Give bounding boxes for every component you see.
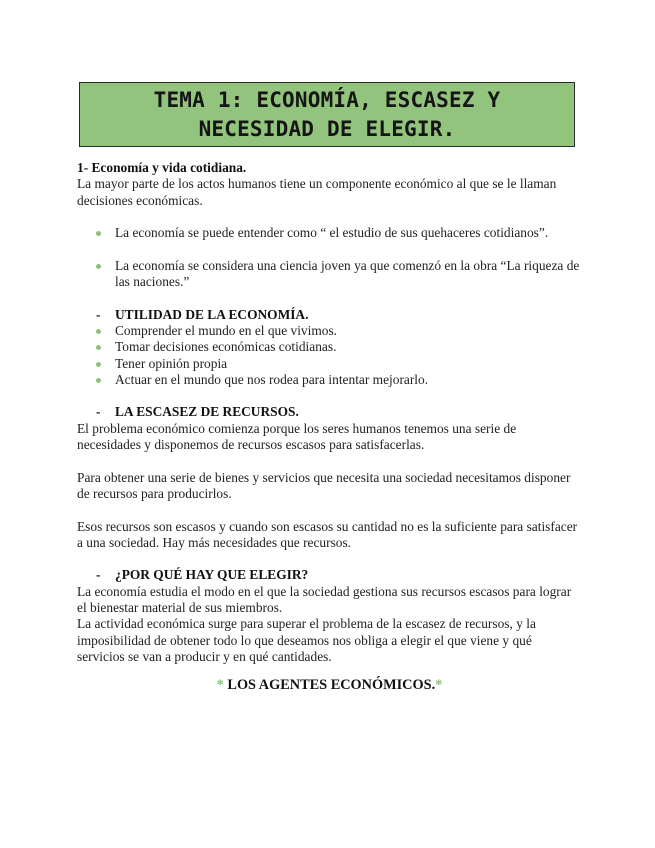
spacer	[77, 290, 582, 306]
bullet-dot-icon	[96, 378, 101, 383]
list-item	[77, 258, 582, 291]
section-heading-text: UTILIDAD DE LA ECONOMÍA.	[115, 306, 309, 322]
spacer	[77, 209, 582, 225]
dash-marker: -	[96, 567, 101, 583]
list-item-text: La economía se puede entender como “ el estudio de sus quehaceres cotidianos”.	[115, 225, 549, 241]
list-item	[77, 225, 582, 241]
bullet-dot-icon	[96, 362, 101, 367]
star-icon: *	[216, 677, 224, 694]
paragraph: Para obtener una serie de bienes y servicios que necesita una sociedad necesitamos disponer de recursos para producirlos.	[77, 469, 571, 501]
page-title: TEMA 1: ECONOMÍA, ESCASEZ Y NECESIDAD DE ELEGIR.	[153, 87, 501, 141]
section-heading-text: LOS AGENTES ECONÓMICOS.	[223, 677, 436, 694]
spacer	[77, 502, 582, 518]
bullet-dot-icon	[96, 329, 101, 334]
spacer	[77, 453, 582, 469]
list-item-text: La economía se considera una ciencia joven ya que comenzó en la obra “La riqueza de las naciones.”	[115, 257, 580, 290]
star-icon: *	[435, 677, 443, 694]
document-body	[77, 160, 582, 694]
list-item-text: Tener opinión propia	[115, 355, 228, 371]
section-heading-utilidad	[77, 307, 582, 323]
dash-marker: -	[96, 306, 101, 322]
section1-bullet-list	[77, 225, 582, 290]
list-item-text: Tomar decisiones económicas cotidianas.	[115, 339, 337, 355]
paragraph: El problema económico comienza porque los seres humanos tenemos una serie de necesidades y disponemos de recursos escasos para satisfacerlas.	[77, 420, 517, 453]
list-item-text: Actuar en el mundo que nos rodea para intentar mejorarlo.	[115, 371, 429, 387]
bullet-dot-icon	[96, 264, 101, 269]
section1-intro: La mayor parte de los actos humanos tiene un componente económico al que se le llaman decisiones económicas.	[77, 176, 557, 208]
dash-marker: -	[96, 404, 101, 420]
section2-bullet-list	[77, 323, 582, 388]
spacer	[77, 388, 582, 404]
section-heading-text: ¿POR QUÉ HAY QUE ELEGIR?	[115, 567, 309, 583]
section-heading-agentes	[77, 677, 582, 693]
list-item	[77, 356, 582, 372]
list-item	[77, 339, 582, 355]
section-heading-text: LA ESCASEZ DE RECURSOS.	[115, 404, 299, 420]
bullet-dot-icon	[96, 345, 101, 350]
title-banner	[79, 82, 575, 147]
section-heading-por-que-elegir	[77, 567, 582, 583]
section-heading-economia-vida: 1- Economía y vida cotidiana.	[77, 160, 247, 175]
list-item	[77, 323, 582, 339]
paragraph: Esos recursos son escasos y cuando son escasos su cantidad no es la suficiente para satisfacer a una sociedad. Hay más necesidades que recursos.	[77, 518, 578, 550]
list-item	[77, 372, 582, 388]
spacer	[77, 551, 582, 567]
paragraph: La economía estudia el modo en el que la sociedad gestiona sus recursos escasos para lograr el bienestar material de sus miembros.	[77, 583, 572, 616]
list-item-text: Comprender el mundo en el que vivimos.	[115, 322, 338, 338]
paragraph: La actividad económica surge para superar el problema de la escasez de recursos, y la imposibilidad de obtener todo lo que deseamos nos obliga a elegir el que viene y qué servicios se van a producir y en qué cantidades.	[77, 616, 536, 664]
section-heading-escasez	[77, 404, 582, 420]
bullet-dot-icon	[96, 231, 101, 236]
